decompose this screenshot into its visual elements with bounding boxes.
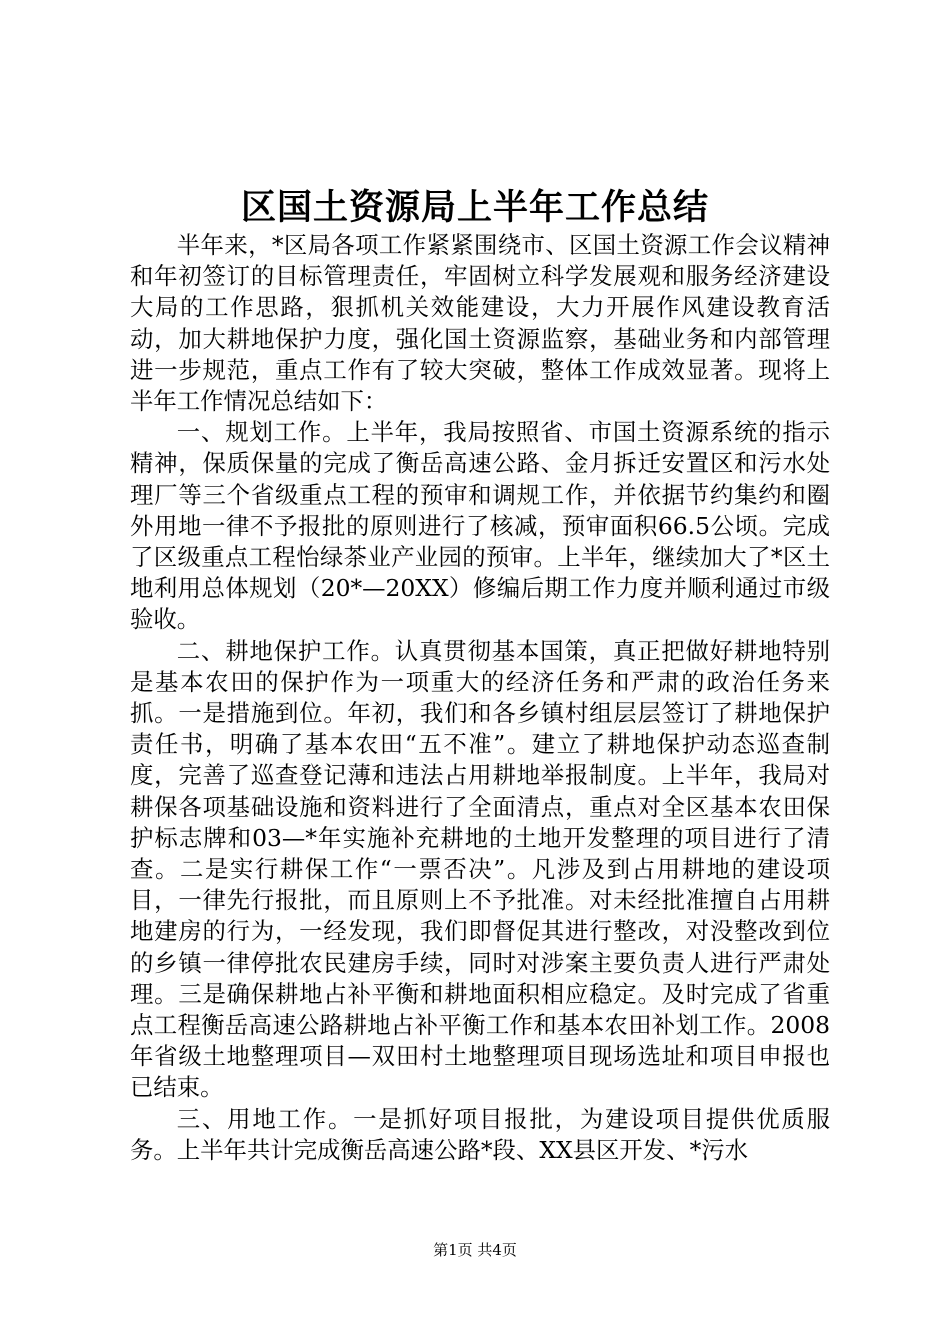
paragraph-farmland-protection: 二、耕地保护工作。认真贯彻基本国策，真正把做好耕地特别是基本农田的保护作为一项重大的经济任务和严肃的政治任务来抓。一是措施到位。年初，我们和各乡镇村组层层签订了耕地保护责任书，明确了基本农田“五不准”。建立了耕地保护动态巡查制度，完善了巡查登记薄和违法占用耕地举报制度。上半年，我局对耕保各项基础设施和资料进行了全面清点，重点对全区基本农田保护标志牌和03—*年实施补充耕地的土地开发整理的项目进行了清查。二是实行耕保工作“一票否决”。凡涉及到占用耕地的建设项目，一律先行报批，而且原则上不予批准。对未经批准擅自占用耕地建房的行为，一经发现，我们即督促其进行整改，对没整改到位的乡镇一律停批农民建房手续，同时对涉案主要负责人进行严肃处理。三是确保耕地占补平衡和耕地面积相应稳定。及时完成了省重点工程衡岳高速公路耕地占补平衡工作和基本农田补划工作。2008年省级土地整理项目—双田村土地整理项目现场选址和项目申报也已结束。 <box>130 636 830 1102</box>
document-body <box>130 230 830 1166</box>
document-title: 区国土资源局上半年工作总结 <box>240 187 709 228</box>
paragraph-intro: 半年来，*区局各项工作紧紧围绕市、区国土资源工作会议精神和年初签订的目标管理责任，牢固树立科学发展观和服务经济建设大局的工作思路，狠抓机关效能建设，大力开展作风建设教育活动，加大耕地保护力度，强化国土资源监察，基础业务和内部管理进一步规范，重点工作有了较大突破，整体工作成效显著。现将上半年工作情况总结如下： <box>130 231 830 416</box>
page-footer: 第1页 共4页 <box>433 1241 517 1259</box>
paragraph-planning: 一、规划工作。上半年，我局按照省、市国土资源系统的指示精神，保质保量的完成了衡岳高速公路、金月拆迁安置区和污水处理厂等三个省级重点工程的预审和调规工作，并依据节约集约和圈外用地一律不予报批的原则进行了核减，预审面积66.5公顷。完成了区级重点工程怡绿茶业产业园的预审。上半年，继续加大了*区土地利用总体规划（20*—20XX）修编后期工作力度并顺利通过市级验收。 <box>130 418 830 634</box>
paragraph-land-use: 三、用地工作。一是抓好项目报批，为建设项目提供优质服务。上半年共计完成衡岳高速公路*段、XX县区开发、*污水 <box>130 1104 830 1164</box>
